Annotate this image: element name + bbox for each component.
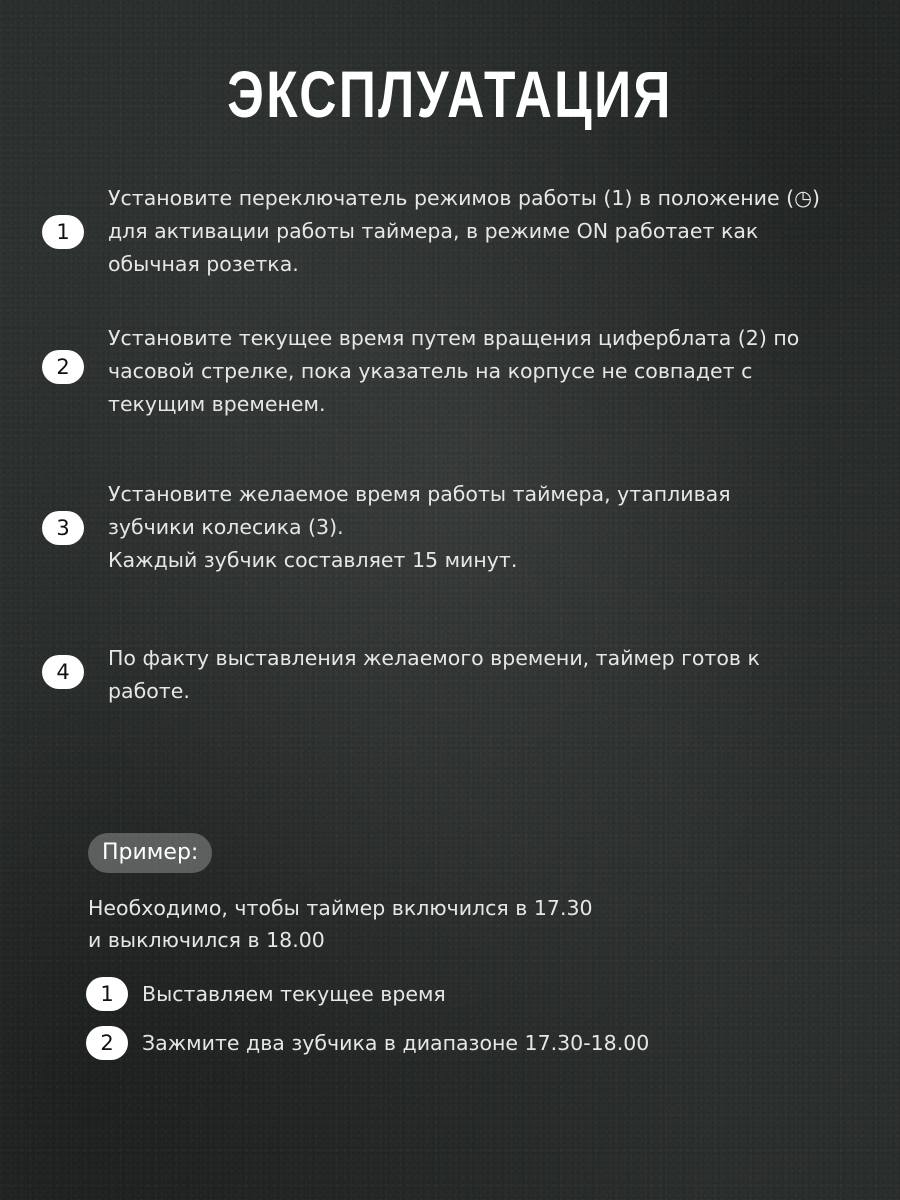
example-label: Пример: — [88, 833, 212, 873]
step-text — [108, 322, 888, 421]
page-title: ЭКСПЛУАТАЦИЯ — [227, 57, 673, 131]
step-line: Установите желаемое время работы таймера, утапливая — [108, 482, 731, 506]
step-number-badge: 1 — [42, 215, 84, 249]
step-line: для активации работы таймера, в режиме ON работает как — [108, 219, 759, 243]
step-number-badge: 4 — [42, 655, 84, 689]
example-number-badge: 2 — [86, 1026, 128, 1060]
step-line: работе. — [108, 679, 190, 703]
example-description — [88, 892, 848, 956]
step-text — [108, 642, 888, 708]
example-item-text: Выставляем текущее время — [142, 982, 446, 1006]
step-text — [108, 478, 888, 577]
step-line: Установите переключатель режимов работы (1) в положение (◷) — [108, 186, 820, 210]
example-description-line: и выключился в 18.00 — [88, 928, 325, 952]
step-line: Установите текущее время путем вращения циферблата (2) по — [108, 326, 800, 350]
example-number-badge: 1 — [86, 977, 128, 1011]
step-line: часовой стрелке, пока указатель на корпусе не совпадет с — [108, 359, 753, 383]
step-number-badge: 3 — [42, 511, 84, 545]
step-line: обычная розетка. — [108, 252, 299, 276]
step-line: Каждый зубчик составляет 15 минут. — [108, 548, 518, 572]
step-line: зубчики колесика (3). — [108, 515, 344, 539]
step-line: По факту выставления желаемого времени, таймер готов к — [108, 646, 760, 670]
step-text — [108, 182, 888, 281]
step-number-badge: 2 — [42, 350, 84, 384]
example-item-text: Зажмите два зубчика в диапазоне 17.30-18.00 — [142, 1031, 650, 1055]
step-line: текущим временем. — [108, 392, 326, 416]
example-description-line: Необходимо, чтобы таймер включился в 17.30 — [88, 896, 593, 920]
